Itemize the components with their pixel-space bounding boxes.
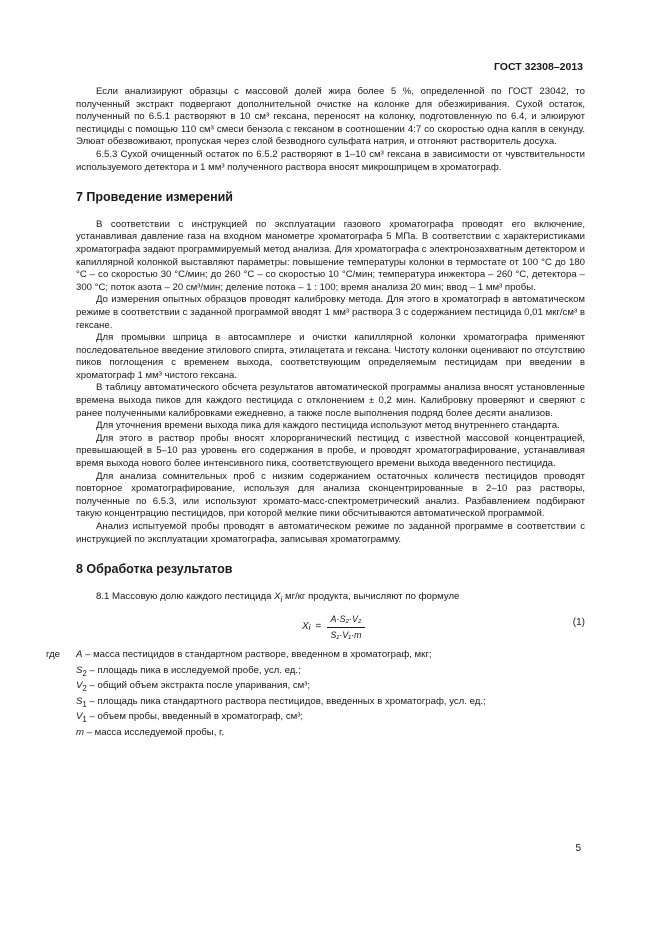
section-7-paragraph: Для анализа сомнительных проб с низким содержанием остаточных количеств пестицидов проводят повторное хроматографирование, используя для анализа сконцентрированные в 2–10 раз растворы, полученные по 6.5.3, или используют хромато-масс-спектрометрический анализ. Разбавлением подбирают такую концентрацию пестицидов, при которой мелкие пики обсчитываются автоматической программой. — [76, 470, 585, 520]
intro-suffix: мг/кг продукта, вычисляют по формуле — [282, 590, 460, 602]
legend-row — [46, 727, 585, 743]
section-7-title: 7 Проведение измерений — [76, 190, 233, 205]
variable-legend — [46, 649, 585, 742]
intro-variable: X — [274, 590, 281, 602]
document-header: ГОСТ 32308–2013 — [493, 61, 583, 73]
paragraph-6-5-3: 6.5.3 Сухой очищенный остаток по 6.5.2 растворяют в 1–10 см³ гексана в зависимости от чувствительности используемого детектора и 1 мм³ полученного раствора вносят микрошприцем в хроматограф. — [76, 148, 585, 173]
legend-entry: $S_2$ – площадь пика в исследуемой пробе, усл. ед.; — [76, 664, 301, 678]
legend-row — [46, 649, 585, 665]
section-8-intro — [76, 591, 585, 607]
legend-entry: $V_2$ – общий объем экстракта после упаривания, см³; — [76, 680, 311, 694]
formula-denominator: S₁·V₁·m — [330, 629, 362, 640]
paragraph-degreasing: Если анализируют образцы с массовой долей жира более 5 %, определенной по ГОСТ 23042, то полученный экстракт подвергают дополнительной очистке на колонке для обезжиривания. Сухой остаток, полученный по 6.5.1 растворяют в 10 см³ гексана, переносят на колонку, подготовленную по 6.4, и элюируют пестициды с помощью 110 см³ смеси бензола с гексаном в соотношении 4:7 со скоростью одна капля в секунду. Элюат обезвоживают, пропуская через слой безводного сульфата натрия, и отгоняют растворитель досуха. — [76, 86, 585, 148]
legend-row — [46, 665, 585, 681]
formula-expression — [302, 613, 365, 641]
formula-number: (1) — [572, 617, 585, 629]
page-content — [46, 86, 585, 742]
intro-prefix: 8.1 Массовую долю каждого пестицида — [96, 590, 275, 602]
legend-entry: $S_1$ – площадь пика стандартного раствора пестицидов, введенных в хроматограф, усл. ед.; — [76, 695, 486, 709]
legend-entry: $V_1$ – объем пробы, введенный в хроматограф, см³; — [76, 711, 304, 725]
formula-equals: = — [315, 621, 322, 633]
legend-row — [46, 711, 585, 727]
section-7-paragraph: До измерения опытных образцов проводят калибровку метода. Для этого в хроматограф в автоматическом режиме в соответствии с заданной программой вводят 1 мм³ раствора 3 с содержанием пестицида 0,01 мкг/см³ в гексане. — [76, 294, 585, 331]
section-7-paragraph: Для этого в раствор пробы вносят хлорорганический пестицид с известной массовой концентрацией, превышающей в 5–10 раз уровень его содержания в пробе, и проводят хроматографирование, устанавливая время выхода нового более интенсивного пика, соответствующего времени выхода введенного пестицида. — [76, 432, 585, 470]
legend-entry: m – масса исследуемой пробы, г. — [76, 726, 225, 738]
where-word: где — [46, 649, 61, 661]
legend-row — [46, 680, 585, 696]
intro-subscript: i — [280, 594, 283, 604]
page-number: 5 — [575, 843, 581, 854]
section-7-paragraph: В таблицу автоматического обсчета результатов автоматической программы анализа вносят установленные времена выхода пиков для каждого пестицида с отклонением ± 0,2 мин. Калибровку проверяют и сверяют с ранее полученными калибровками ежедневно, а также после выполнения подряд более десяти анализов. — [76, 382, 585, 419]
section-7-paragraph: Анализ испытуемой пробы проводят в автоматическом режиме по заданной программе в соответствии с инструкцией по эксплуатации хроматографа, записывая хроматограмму. — [76, 521, 585, 545]
legend-entry: A – масса пестицидов в стандартном растворе, введенном в хроматограф, мкг; — [76, 649, 432, 661]
formula-1 — [76, 609, 585, 649]
formula-lhs: X — [302, 621, 309, 633]
section-7-paragraph: Для уточнения времени выхода пика для каждого пестицида используют метод внутреннего стандарта. — [96, 420, 560, 432]
formula-fraction — [327, 613, 364, 641]
section-7-paragraph: В соответствии с инструкцией по эксплуатации газового хроматографа проводят его включение, устанавливая давление газа на входном манометре хроматографа 5 МПа. В соответствии с характеристиками хроматографа задают программируемый метод анализа. Для хроматографа с электронозахватным детектором и капиллярной колонкой выставляют параметры: повышение температуры колонки в термостате от 100 °С до 180 °С – со скоростью 30 °С/мин; до 260 °С – со скоростью 10 °С/мин; температура инжектора – 260 °С, детектора – 300 °С; поток азота – 20 см³/мин; деление потока – 1 : 100; время анализа 20 мин; ввод – 1 мм³ пробы. — [76, 218, 585, 293]
section-7-paragraph: Для промывки шприца в автосамплере и очистки капиллярной колонки хроматографа применяют последовательное введение этилового спирта, этилацетата и гексана. Чистоту колонки оценивают по отсутствию пиков поглощения с временем выхода, соответствующим определяемым пестицидам при введении в хроматограф 1 мм³ чистого гексана. — [76, 332, 585, 381]
formula-lhs-subscript: i — [308, 622, 311, 633]
legend-row — [46, 696, 585, 712]
section-8-title: 8 Обработка результатов — [76, 562, 233, 577]
formula-numerator: A·S₂·V₂ — [327, 613, 364, 628]
